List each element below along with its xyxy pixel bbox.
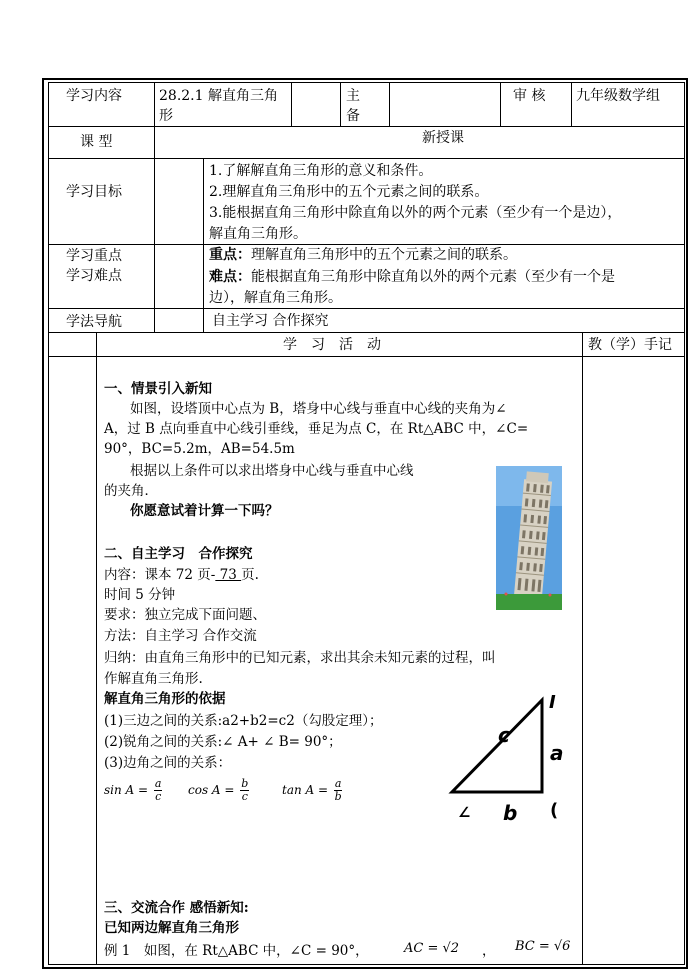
example-bc: BC = √6: [515, 939, 571, 954]
content-page: 73: [215, 567, 242, 583]
label-vertex-c: (: [550, 800, 559, 821]
section1-question: 你愿意试着计算一下吗？: [130, 503, 279, 519]
example-ac: AC = √2: [404, 941, 460, 956]
notes-title: 教（学）手记: [588, 337, 672, 353]
triangle-shape: [452, 700, 542, 792]
section1-line5: 的夹角．: [104, 483, 158, 499]
label-side-c: c: [498, 723, 510, 747]
label-main-prep: 主备: [346, 88, 360, 124]
sin-formula: sin A = $\frac{a}{c}$: [104, 777, 162, 803]
label-type: 课 型: [80, 134, 113, 150]
table-right: [684, 82, 685, 965]
section2-method: 方法：自主学习 合作交流: [104, 628, 257, 644]
label-vertex-a: ∠: [458, 805, 471, 821]
key-point: [209, 245, 517, 265]
label-review: 审 核: [513, 88, 546, 104]
label-content: 学习内容: [66, 88, 122, 104]
section2-time: 时间 5 分钟: [104, 587, 176, 603]
section2-summary-2: 作解直角三角形.: [104, 671, 203, 687]
section2-requirement: 要求：独立完成下面问题、: [104, 607, 266, 623]
example-comma: ，: [482, 943, 496, 959]
section2-summary-1: 归纳：由直角三角形中的已知元素，求出其余未知元素的过程，叫: [104, 650, 496, 666]
label-side-b: b: [503, 801, 518, 825]
key-text: 理解直角三角形中的五个元素之间的联系。: [251, 247, 517, 263]
lesson-type: 新授课: [422, 130, 464, 146]
goal-4: 解直角三角形。: [209, 226, 307, 242]
label-side-a: a: [550, 741, 564, 765]
section1-line2: A，过 B 点向垂直中心线引垂线，垂足为点 C，在 Rt△ABC 中，∠C=: [104, 421, 529, 437]
label-difficult-points: 学习难点: [66, 268, 122, 284]
lesson-topic: 28.2.1 解直角三角形: [159, 88, 278, 124]
section2-content: 内容：课本 72 页- 73 页.: [104, 567, 259, 583]
frame-left: [42, 78, 44, 969]
cos-formula: cos A = $\frac{b}{c}$: [188, 777, 249, 803]
example-1: 例 1 如图，在 Rt△ABC 中，∠C = 90°，: [104, 943, 369, 959]
tan-formula: tan A = $\frac{a}{b}$: [282, 777, 342, 803]
table-left: [48, 82, 49, 965]
section3-heading: 三、交流合作 感悟新知:: [104, 900, 249, 916]
section3-subheading: 已知两边解直角三角形: [104, 920, 239, 936]
difficult-text: 能根据直角三角形中除直角以外的两个元素（至少有一个是: [251, 269, 615, 285]
relation-angles: (2)锐角之间的关系:∠ A+ ∠ B= 90°；: [104, 734, 342, 750]
key-label: 重点：: [209, 247, 251, 263]
label-key-points: 学习重点: [66, 248, 122, 264]
relation-sides: (1)三边之间的关系:a2+b2=c2（勾股定理）；: [104, 713, 383, 729]
table-top: [48, 82, 684, 83]
goal-3: 3.能根据直角三角形中除直角以外的两个元素（至少有一个是边），: [209, 205, 622, 221]
label-method: 学法导航: [66, 314, 122, 330]
frame-top: [42, 78, 688, 80]
difficult-label: 难点：: [209, 269, 251, 285]
difficult-point-cont: 边），解直角三角形。: [209, 290, 342, 306]
frame-bottom: [42, 967, 688, 969]
section1-heading: 一、情景引入新知: [104, 381, 212, 397]
table-bottom: [48, 964, 684, 965]
relation-side-angle: (3)边角之间的关系：: [104, 755, 232, 771]
leaning-tower-image: [496, 466, 562, 610]
section1-line3: 90°，BC=5.2m，AB=54.5m: [104, 441, 295, 457]
section2-heading: 二、自主学习 合作探究: [104, 546, 253, 562]
basis-heading: 解直角三角形的依据: [104, 691, 226, 707]
difficult-point: [209, 267, 615, 287]
section1-line4: 根据以上条件可以求出塔身中心线与垂直中心线: [130, 463, 414, 479]
method-value: 自主学习 合作探究: [212, 313, 329, 329]
goal-1: 1.了解解直角三角形的意义和条件。: [209, 163, 433, 179]
goal-2: 2.理解直角三角形中的五个元素之间的联系。: [209, 184, 489, 200]
section1-line1: 如图，设塔顶中心点为 B，塔身中心线与垂直中心线的夹角为∠: [130, 401, 507, 417]
group-name: 九年级数学组: [576, 88, 660, 104]
activity-title: 学 习 活 动: [283, 337, 381, 353]
label-goals: 学习目标: [66, 184, 122, 200]
label-vertex-b: I: [549, 692, 556, 713]
